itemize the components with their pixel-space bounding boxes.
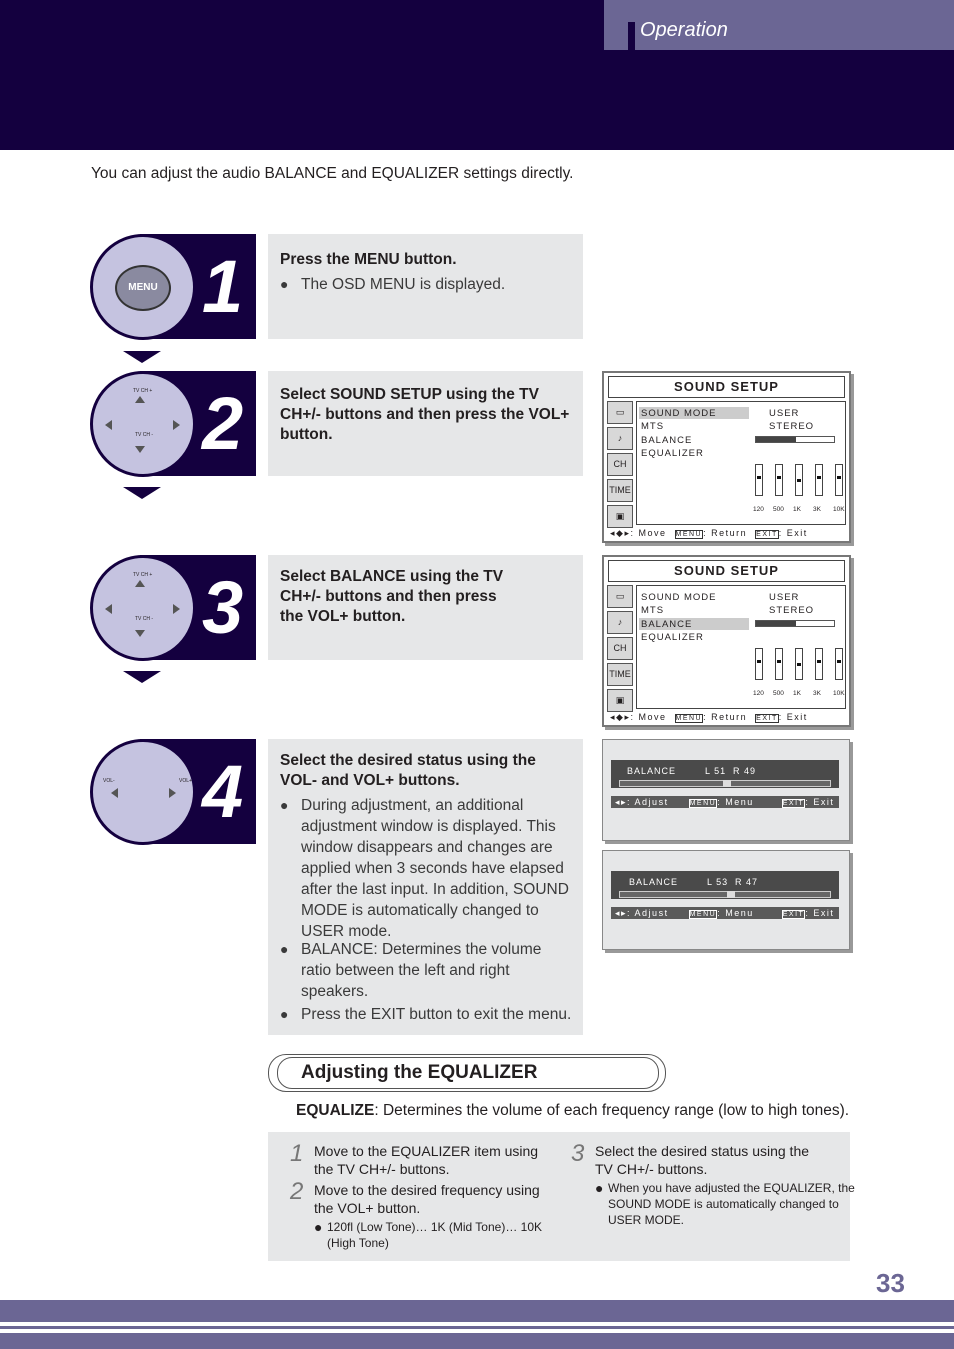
ch-up-icon [135, 580, 145, 587]
osd-item-balance: BALANCE [641, 435, 693, 446]
speaker-icon: ♪ [607, 427, 633, 450]
eq-band-bar [815, 464, 823, 496]
balance-left-value: L 53 [707, 877, 729, 887]
eq-band-bar [815, 648, 823, 680]
tv-icon: ▭ [607, 401, 633, 424]
pc-icon: ▣ [607, 689, 633, 712]
osd-sidebar [607, 401, 633, 523]
exit-key-icon: EXIT [782, 911, 805, 918]
osd-item-equalizer: EQUALIZER [641, 632, 704, 643]
eq-step-text: Move to the desired frequency using the VOL+ button. [314, 1182, 540, 1216]
step-number: 1 [202, 245, 244, 328]
balance-strip [611, 760, 839, 788]
menu-key-icon: MENU [675, 531, 703, 538]
remote-pad-illustration [90, 371, 196, 477]
step-box-2 [268, 371, 583, 476]
eq-band-label: 120 [753, 690, 764, 697]
ch-down-label: TV CH - [135, 616, 154, 622]
tv-icon: ▭ [607, 585, 633, 608]
eq-band-bar [795, 464, 803, 496]
step-number: 2 [202, 382, 244, 465]
step-box-4 [268, 739, 583, 1035]
step-title: Select the desired status using the VOL- and VOL+ buttons. [280, 752, 536, 789]
ch-down-icon [135, 446, 145, 453]
osd-content [636, 401, 846, 525]
eq-band-bar [755, 464, 763, 496]
balance-left-value: L 51 [705, 766, 727, 776]
eq-band-bar [835, 464, 843, 496]
osd-item-equalizer: EQUALIZER [641, 448, 704, 459]
osd-item-balance: BALANCE [641, 619, 693, 630]
osd-balance-bar [755, 620, 835, 627]
osd-sound-setup-2 [602, 555, 851, 727]
remote-pad-illustration [90, 555, 196, 661]
balance-window-1 [602, 739, 850, 841]
footer-band [0, 1333, 954, 1349]
step-badge-1 [90, 234, 256, 339]
pc-icon: ▣ [607, 505, 633, 528]
arrow-down-icon [123, 487, 161, 499]
step-box-3 [268, 555, 583, 660]
balance-footer: ◂▸: Adjust MENU: Menu EXIT: Exit [611, 907, 839, 919]
osd-sound-setup-1 [602, 371, 851, 543]
step-title: Select SOUND SETUP using the TV CH+/- buttons and then press the VOL+ button. [280, 386, 570, 443]
eq-band-label: 120 [753, 506, 764, 513]
osd-content [636, 585, 846, 709]
step-title: Press the MENU button. [280, 251, 457, 268]
ch-up-label: TV CH + [133, 572, 153, 578]
vol-minus-icon [111, 788, 118, 798]
eq-band-label: 10K [833, 690, 845, 697]
eq-band-bar [775, 464, 783, 496]
eq-band-label: 3K [813, 506, 821, 513]
osd-item-mts: MTS [641, 421, 665, 432]
ch-down-label: TV CH - [135, 432, 154, 438]
balance-label: BALANCE [629, 877, 679, 887]
osd-val-sound-mode: USER [769, 408, 800, 419]
eq-band-bar [775, 648, 783, 680]
step-title: Select BALANCE using the TV CH+/- buttons and then press the VOL+ button. [280, 568, 504, 625]
eq-band-label: 500 [773, 690, 784, 697]
section-tab [604, 0, 954, 50]
antenna-icon: CH [607, 453, 633, 476]
footer-line [0, 1326, 954, 1329]
exit-key-icon: EXIT [782, 800, 805, 807]
vol-minus-icon [105, 604, 112, 614]
eq-band-label: 1K [793, 690, 801, 697]
section-title: Operation [640, 19, 728, 41]
equalizer-heading [268, 1054, 666, 1092]
menu-key-icon: MENU [689, 911, 717, 918]
ch-down-icon [135, 630, 145, 637]
vol-plus-icon [173, 420, 180, 430]
eq-band-label: 500 [773, 506, 784, 513]
speaker-icon: ♪ [607, 611, 633, 634]
equalize-definition: EQUALIZE: Determines the volume of each frequency range (low to high tones). [296, 1102, 850, 1119]
menu-key-icon: MENU [115, 265, 171, 311]
step-bullet: ● The OSD MENU is displayed. [280, 274, 581, 295]
eq-band-bar [795, 648, 803, 680]
section-heading: Adjusting the EQUALIZER [301, 1062, 538, 1083]
section-marker [628, 22, 635, 50]
osd-footer: ◂◆▸: Move MENU: Return EXIT: Exit [610, 528, 808, 538]
osd-balance-bar [755, 436, 835, 443]
menu-button-illustration [90, 234, 196, 340]
balance-slider [619, 780, 831, 787]
eq-band-bar [755, 648, 763, 680]
timer-icon: TIME [607, 479, 633, 502]
menu-key-icon: MENU [675, 715, 703, 722]
balance-window-2 [602, 850, 850, 950]
timer-icon: TIME [607, 663, 633, 686]
balance-slider [619, 891, 831, 898]
step-number: 3 [202, 566, 244, 649]
eq-band-label: 10K [833, 506, 845, 513]
osd-item-mts: MTS [641, 605, 665, 616]
balance-right-value: R 47 [735, 877, 759, 887]
osd-title: SOUND SETUP [608, 376, 845, 398]
osd-val-mts: STEREO [769, 421, 815, 432]
ch-up-label: TV CH + [133, 388, 153, 394]
eq-step-sub: ● When you have adjusted the EQUALIZER, the SOUND MODE is automatically changed to USER MODE. [595, 1180, 858, 1228]
balance-strip [611, 871, 839, 899]
exit-key-icon: EXIT [756, 715, 778, 722]
balance-right-value: R 49 [733, 766, 757, 776]
osd-val-mts: STEREO [769, 605, 815, 616]
step-badge-3 [90, 555, 256, 660]
menu-key-icon: MENU [689, 800, 717, 807]
step-badge-2 [90, 371, 256, 476]
osd-item-sound-mode: SOUND MODE [641, 408, 717, 419]
balance-label: BALANCE [627, 766, 677, 776]
osd-item-sound-mode: SOUND MODE [641, 592, 717, 603]
eq-step-text: Move to the EQUALIZER item using the TV CH+/- buttons. [314, 1143, 539, 1177]
balance-footer: ◂▸: Adjust MENU: Menu EXIT: Exit [611, 796, 839, 808]
osd-footer: ◂◆▸: Move MENU: Return EXIT: Exit [610, 712, 808, 722]
step-bullet: ● BALANCE: Determines the volume ratio between the left and right speakers. [280, 939, 561, 1002]
eq-step-text: Select the desired status using the TV CH+/- buttons. [595, 1143, 810, 1177]
vol-plus-label: VOL+ [179, 778, 192, 784]
exit-key-icon: EXIT [756, 531, 778, 538]
step-bullet: ● Press the EXIT button to exit the menu. [280, 1004, 591, 1025]
osd-val-sound-mode: USER [769, 592, 800, 603]
eq-band-label: 1K [793, 506, 801, 513]
ch-up-icon [135, 396, 145, 403]
vol-pad-illustration [90, 739, 196, 845]
equalizer-steps-box [268, 1132, 855, 1261]
arrow-down-icon [123, 351, 161, 363]
vol-plus-icon [173, 604, 180, 614]
eq-step-number: 3 [571, 1140, 585, 1167]
intro-text: You can adjust the audio BALANCE and EQUALIZER settings directly. [91, 165, 574, 182]
eq-step-sub: ● 120fl (Low Tone)… 1K (Mid Tone)… 10K (High Tone) [314, 1219, 552, 1251]
eq-band-bar [835, 648, 843, 680]
step-bullet: ● During adjustment, an additional adjustment window is displayed. This window disappears and changes are applied when 3 seconds have elapsed after the last input. In addition, SOUND MODE is automatically changed to USER mode. [280, 795, 583, 942]
footer-bar [0, 1300, 954, 1322]
antenna-icon: CH [607, 637, 633, 660]
step-number: 4 [202, 750, 244, 833]
eq-band-label: 3K [813, 690, 821, 697]
arrow-down-icon [123, 671, 161, 683]
eq-step-number: 2 [290, 1178, 304, 1205]
step-badge-4 [90, 739, 256, 844]
osd-sidebar [607, 585, 633, 707]
vol-plus-icon [169, 788, 176, 798]
step-box-1 [268, 234, 583, 339]
eq-step-number: 1 [290, 1140, 304, 1167]
vol-minus-icon [105, 420, 112, 430]
vol-minus-label: VOL- [103, 778, 115, 784]
page-number: 33 [876, 1268, 905, 1298]
osd-title: SOUND SETUP [608, 560, 845, 582]
